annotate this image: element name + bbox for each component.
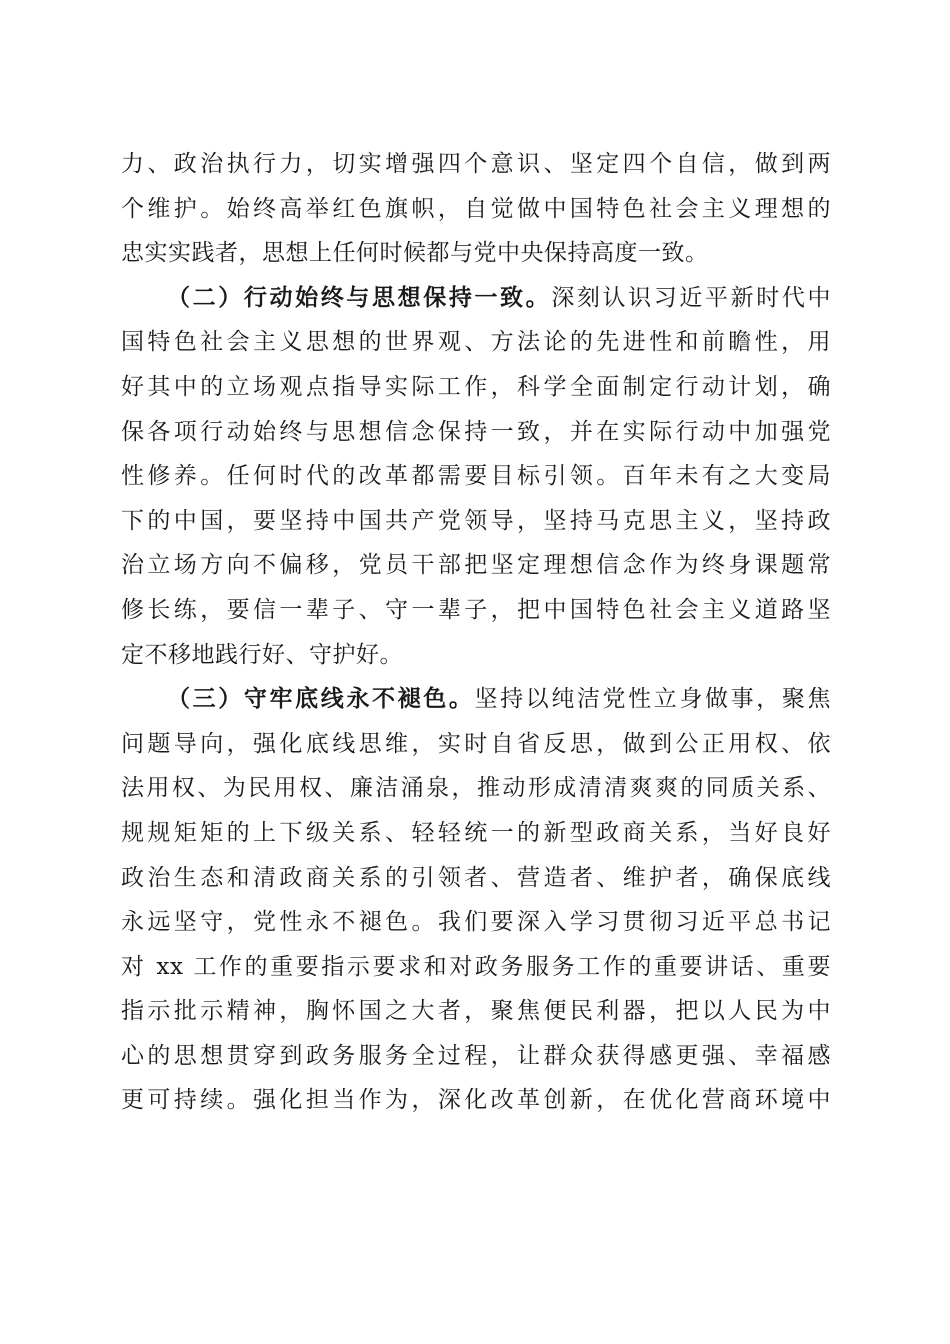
text-line [121,677,831,722]
text-line: 个维护。始终高举红色旗帜，自觉做中国特色社会主义理想的 [121,195,831,222]
text-line: 更可持续。强化担当作为，深化改革创新，在优化营商环境中 [121,1087,831,1114]
text-line: 规规矩矩的上下级关系、轻轻统一的新型政商关系，当好良好 [121,819,831,846]
text-line: 治立场方向不偏移，党员干部把坚定理想信念作为终身课题常 [121,552,831,579]
text-line: 指示批示精神，胸怀国之大者，聚焦便民利器，把以人民为中 [121,998,831,1025]
text-line: 政治生态和清政商关系的引领者、营造者、维护者，确保底线 [121,864,831,891]
text-line: 忠实实践者，思想上任何时候都与党中央保持高度一致。 [121,240,709,267]
section-heading: （三）守牢底线永不褪色。 [167,685,475,713]
text-line: 下的中国，要坚持中国共产党领导，坚持马克思主义，坚持政 [121,507,831,534]
section-heading: （二）行动始终与思想保持一致。 [167,283,552,311]
paragraph-lead: 深刻认识习近平新时代中 [551,284,832,311]
text-line: 心的思想贯穿到政务服务全过程，让群众获得感更强、幸福感 [121,1042,831,1069]
text-line: 对 xx 工作的重要指示要求和对政务服务工作的重要讲话、重要 [121,953,831,980]
text-line: 问题导向，强化底线思维，实时自省反思，做到公正用权、依 [121,730,831,757]
paragraph-lead: 坚持以纯洁党性立身做事，聚焦 [474,686,832,713]
text-line: 国特色社会主义思想的世界观、方法论的先进性和前瞻性，用 [121,329,831,356]
text-line: 定不移地践行好、守护好。 [121,641,403,668]
text-line: 保各项行动始终与思想信念保持一致，并在实际行动中加强党 [121,418,831,445]
paragraph [121,276,831,677]
text-line: 法用权、为民用权、廉洁涌泉，推动形成清清爽爽的同质关系、 [121,775,831,802]
text-line: 永远坚守，党性永不褪色。我们要深入学习贯彻习近平总书记 [121,909,831,936]
text-line: 力、政治执行力，切实增强四个意识、坚定四个自信，做到两 [121,151,831,177]
text-line [121,276,831,321]
paragraph [121,142,831,276]
text-line: 修长练，要信一辈子、守一辈子，把中国特色社会主义道路坚 [121,596,831,623]
text-line: 性修养。任何时代的改革都需要目标引领。百年未有之大变局 [121,463,831,490]
text-line: 好其中的立场观点指导实际工作，科学全面制定行动计划，确 [121,373,831,400]
paragraph [121,677,831,1123]
document-body [121,142,831,1123]
